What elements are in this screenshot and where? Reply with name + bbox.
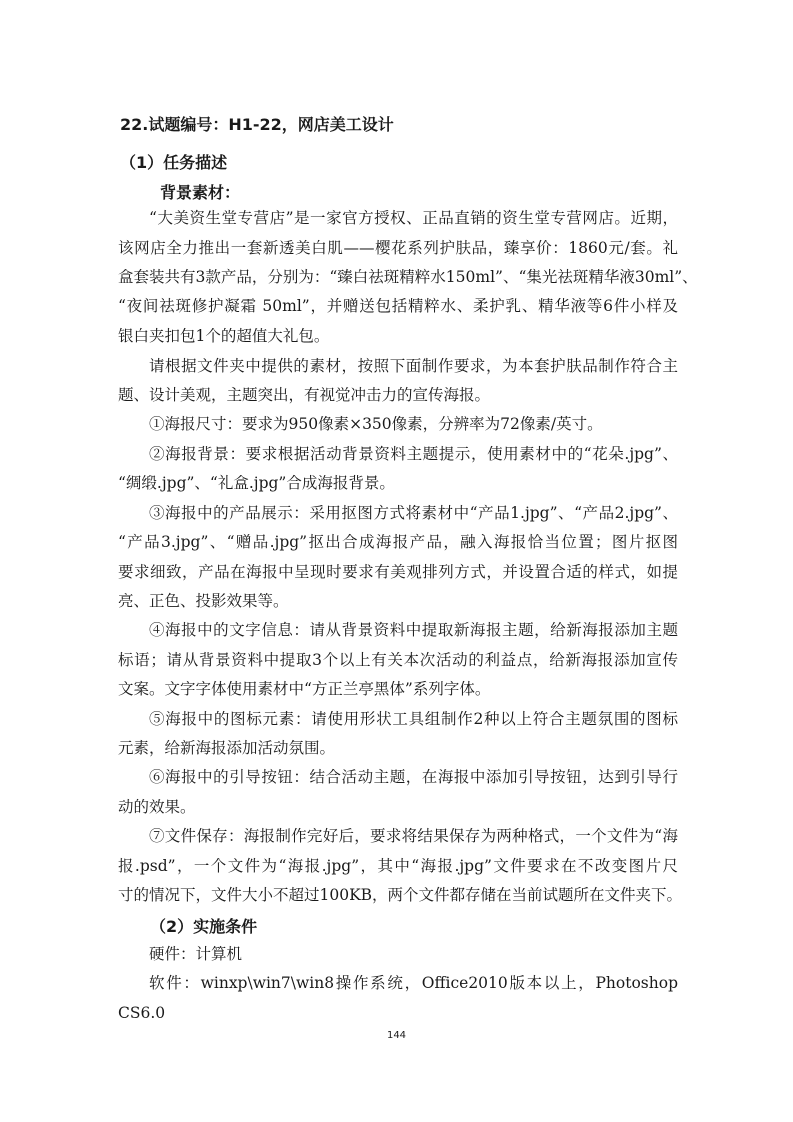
paragraph-line: 要求细致，产品在海报中呈现时要求有美观排列方式，并设置合适的样式，如提 [118,563,678,581]
paragraph-line: 文案。文字字体使用素材中“方正兰亭黑体”系列字体。 [118,680,491,698]
paragraph-line: 报.psd”，一个文件为“海报.jpg”，其中“海报.jpg”文件要求在不改变图片尺 [118,857,678,875]
paragraph-line: 银白夹扣包1个的超值大礼包。 [118,327,330,345]
paragraph-line: 动的效果。 [118,798,196,816]
subheading-background: 背景素材： [160,183,241,202]
requirement-item: ②海报背景：要求根据活动背景资料主题提示，使用素材中的“花朵.jpg”、 [149,445,678,463]
requirement-item: ⑦文件保存：海报制作完好后，要求将结果保存为两种格式，一个文件为“海 [149,827,678,845]
paragraph-line: 亮、正色、投影效果等。 [118,592,289,610]
paragraph-line: 请根据文件夹中提供的素材，按照下面制作要求，为本套护肤品制作符合主 [149,357,678,375]
paragraph-line: 该网店全力推出一套新透美白肌——樱花系列护肤品，臻享价：1860元/套。礼 [118,239,678,257]
question-title: 22.试题编号：H1-22，网店美工设计 [120,115,394,134]
software-line: CS6.0 [118,1004,166,1022]
paragraph-line: 题、设计美观，主题突出，有视觉冲击力的宣传海报。 [118,386,491,404]
page-number: 144 [386,1030,407,1041]
requirement-item: ⑤海报中的图标元素：请使用形状工具组制作2种以上符合主题氛围的图标 [149,710,678,728]
paragraph-line: “夜间祛斑修护凝霜 50ml”，并赠送包括精粹水、柔护乳、精华液等6件小样及 [118,297,678,315]
hardware-line: 硬件：计算机 [149,945,243,963]
section-heading-task: （1）任务描述 [120,153,228,172]
paragraph-line: 寸的情况下，文件大小不超过100KB，两个文件都存储在当前试题所在文件夹下。 [118,886,683,904]
paragraph-line: “大美资生堂专营店”是一家官方授权、正品直销的资生堂专营网店。近期， [149,209,678,227]
paragraph-line: “绸缎.jpg”、“礼盒.jpg”合成海报背景。 [118,474,395,492]
paragraph-line: 标语；请从背景资料中提取3个以上有关本次活动的利益点，给新海报添加宣传 [118,651,678,669]
section-heading-conditions: （2）实施条件 [150,917,258,936]
paragraph-line: “产品3.jpg”、“赠品.jpg”抠出合成海报产品，融入海报恰当位置；图片抠图 [118,533,678,551]
requirement-item: ④海报中的文字信息：请从背景资料中提取新海报主题，给新海报添加主题 [149,621,678,639]
requirement-item: ⑥海报中的引导按钮：结合活动主题，在海报中添加引导按钮，达到引导行 [149,768,678,786]
software-line: 软件：winxp\win7\win8操作系统，Office2010版本以上，Photoshop [149,974,678,992]
requirement-item: ③海报中的产品展示：采用抠图方式将素材中“产品1.jpg”、“产品2.jpg”、 [149,504,678,522]
paragraph-line: 元素，给新海报添加活动氛围。 [118,739,336,757]
requirement-item: ①海报尺寸：要求为950像素×350像素，分辨率为72像素/英寸。 [149,415,603,433]
paragraph-line: 盒套装共有3款产品，分别为：“臻白祛斑精粹水150ml”、“集光祛斑精华液30ml”、 [118,268,698,286]
